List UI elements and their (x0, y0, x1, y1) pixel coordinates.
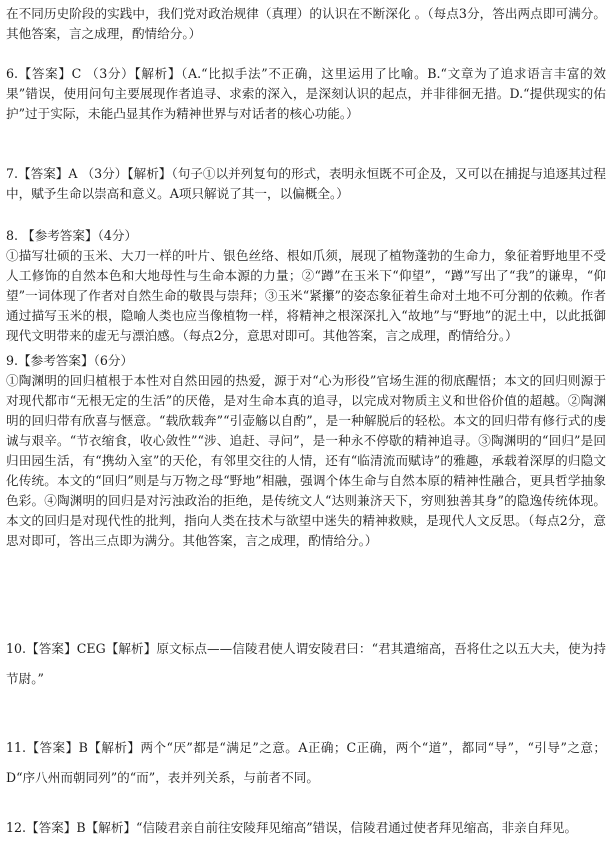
answer-heading: 9.【参考答案】（6分） (6, 353, 134, 368)
answer-item-7: 7.【答案】A （3分）【解析】（句子①以并列复句的形式，表明永恒既不可企及，又可以在捕捉与追逐其过程中，赋予生命以崇高和意义。A项只解说了其一，以偏概全。） (6, 166, 606, 201)
answer-item-9 (6, 351, 606, 551)
answer-body: ①陶渊明的回归植根于本性对自然田园的热爱，源于对“心为形役”官场生涯的彻底醒悟；本文的回归则源于对现代都市“无根无定的生活”的厌倦，是对生命本真的追寻，以完成对物质主义和世俗价值的超越。②陶渊明的回归带有欣喜与惬意。“载欣载奔”“引壶觞以自酌”，是一种解脱后的轻松。本文的回归带有修行式的虔诚与艰辛。“节衣缩食，收心敛性”“涉、追赶、寻问”，是一种永不停歇的精神追寻。③陶渊明的“回归”是回归田园生活，有“携幼入室”的天伦，有邻里交往的人情，还有“临清流而赋诗”的雅趣，承载着深厚的归隐文化传统。本文的“回归”则是与万物之母“野地”相融，强调个体生命与自然本原的精神性融合，更具哲学抽象色彩。④陶渊明的回归是对污浊政治的拒绝，是传统文人“达则兼济天下，穷则独善其身”的隐逸传统体现。本文的回归是对现代性的批判，指向人类在技术与欲望中迷失的精神救赎，是现代人文反思。（每点2分，意思对即可，答出三点即为满分。其他答案，言之成理，酌情给分。） (6, 373, 606, 548)
answer-item-5-tail: 在不同历史阶段的实践中，我们党对政治规律（真理）的认识在不断深化 。（每点3分，答出两点即可满分。其他答案，言之成理，酌情给分。） (6, 6, 606, 41)
answer-item-8 (6, 226, 606, 346)
answer-item-12: 12.【答案】B【解析】“信陵君亲自前往安陵拜见缩高”错误，信陵君通过使者拜见缩高，非亲自拜见。 (6, 820, 578, 835)
answer-item-11: 11.【答案】B【解析】两个“厌”都是“满足”之意。A正确；C正确，两个“道”，都同“导”，“引导”之意；D“序八州而朝同列”的“而”，表并列关系，与前者不同。 (6, 740, 606, 785)
answer-item-10: 10.【答案】CEG【解析】原文标点——信陵君使人谓安陵君曰：“君其遣缩高，吾将仕之以五大夫，使为持节尉。” (6, 641, 606, 686)
answer-body: ①描写壮硕的玉米、大刀一样的叶片、银色丝络、根如爪须，展现了植物蓬勃的生命力，象征着野地里不受人工修饰的自然本色和大地母性与生命本源的力量；②“蹲”在玉米下“仰望”，“蹲”写出了“我”的谦卑，“仰望”一词体现了作者对自然生命的敬畏与崇拜；③玉米“紧攥”的姿态象征着生命对土地不可分割的依赖。作者通过描写玉米的根，隐喻人类也应当像植物一样，将精神之根深深扎入“故地”与“野地”的泥土中，以此抵御现代文明带来的虚无与漂泊感。（每点2分，意思对即可。其他答案，言之成理，酌情给分。） (6, 248, 606, 343)
answer-item-6: 6.【答案】C （3分）【解析】（A.“比拟手法”不正确，这里运用了比喻。B.“文章为了追求语言丰富的效果”错误，使用问句主要展现作者追寻、求索的深入，是深刻认识的起点，并非徘徊无措。D.“提供现实的佑护”过于实际，未能凸显其作为精神世界与对话者的核心功能。） (6, 66, 606, 121)
answer-heading: 8. 【参考答案】（4分） (6, 228, 138, 243)
